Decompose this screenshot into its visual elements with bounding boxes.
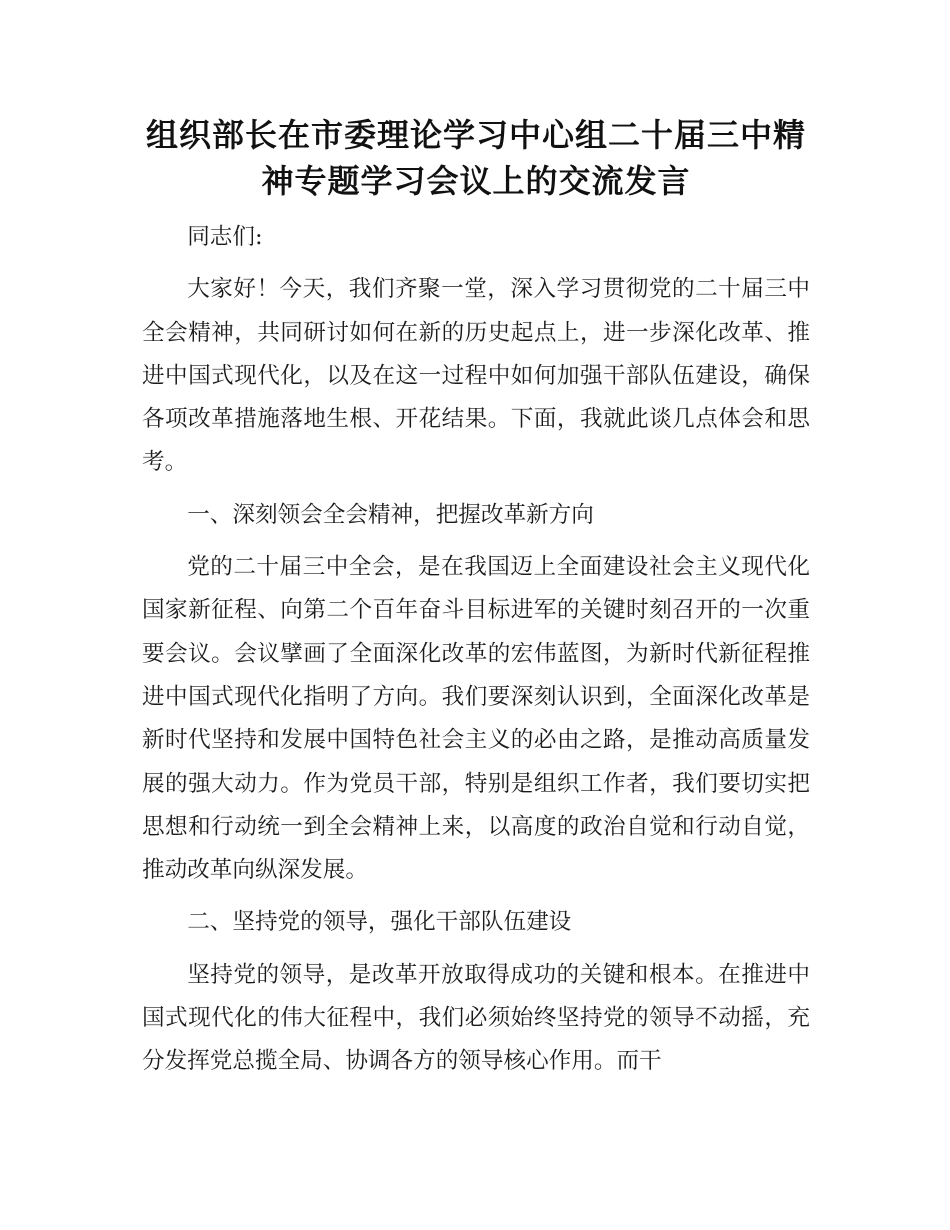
paragraph-section-1: 党的二十届三中全会，是在我国迈上全面建设社会主义现代化国家新征程、向第二个百年奋斗目标进军的关键时刻召开的一次重要会议。会议擘画了全面深化改革的宏伟蓝图，为新时代新征程推进中国式现代化指明了方向。我们要深刻认识到，全面深化改革是新时代坚持和发展中国特色社会主义的必由之路，是推动高质量发展的强大动力。作为党员干部，特别是组织工作者，我们要切实把思想和行动统一到全会精神上来，以高度的政治自觉和行动自觉，推动改革向纵深发展。 (142, 554, 810, 884)
section-heading-2: 二、坚持党的领导，强化干部队伍建设 (187, 909, 572, 936)
document-title: 组织部长在市委理论学习中心组二十届三中精神专题学习会议上的交流发言 (145, 116, 806, 200)
greeting: 同志们: (187, 224, 263, 250)
section-heading-1: 一、深刻领会全会精神，把握改革新方向 (187, 501, 594, 528)
document-body (142, 216, 810, 1093)
paragraph-intro: 大家好！今天，我们齐聚一堂，深入学习贯彻党的二十届三中全会精神，共同研讨如何在新的历史起点上，进一步深化改革、推进中国式现代化，以及在这一过程中如何加强干部队伍建设，确保各项改革措施落地生根、开花结果。下面，我就此谈几点体会和思考。 (142, 276, 810, 476)
paragraph-section-2: 坚持党的领导，是改革开放取得成功的关键和根本。在推进中国式现代化的伟大征程中，我们必须始终坚持党的领导不动摇，充分发挥党总揽全局、协调各方的领导核心作用。而干 (142, 961, 810, 1075)
